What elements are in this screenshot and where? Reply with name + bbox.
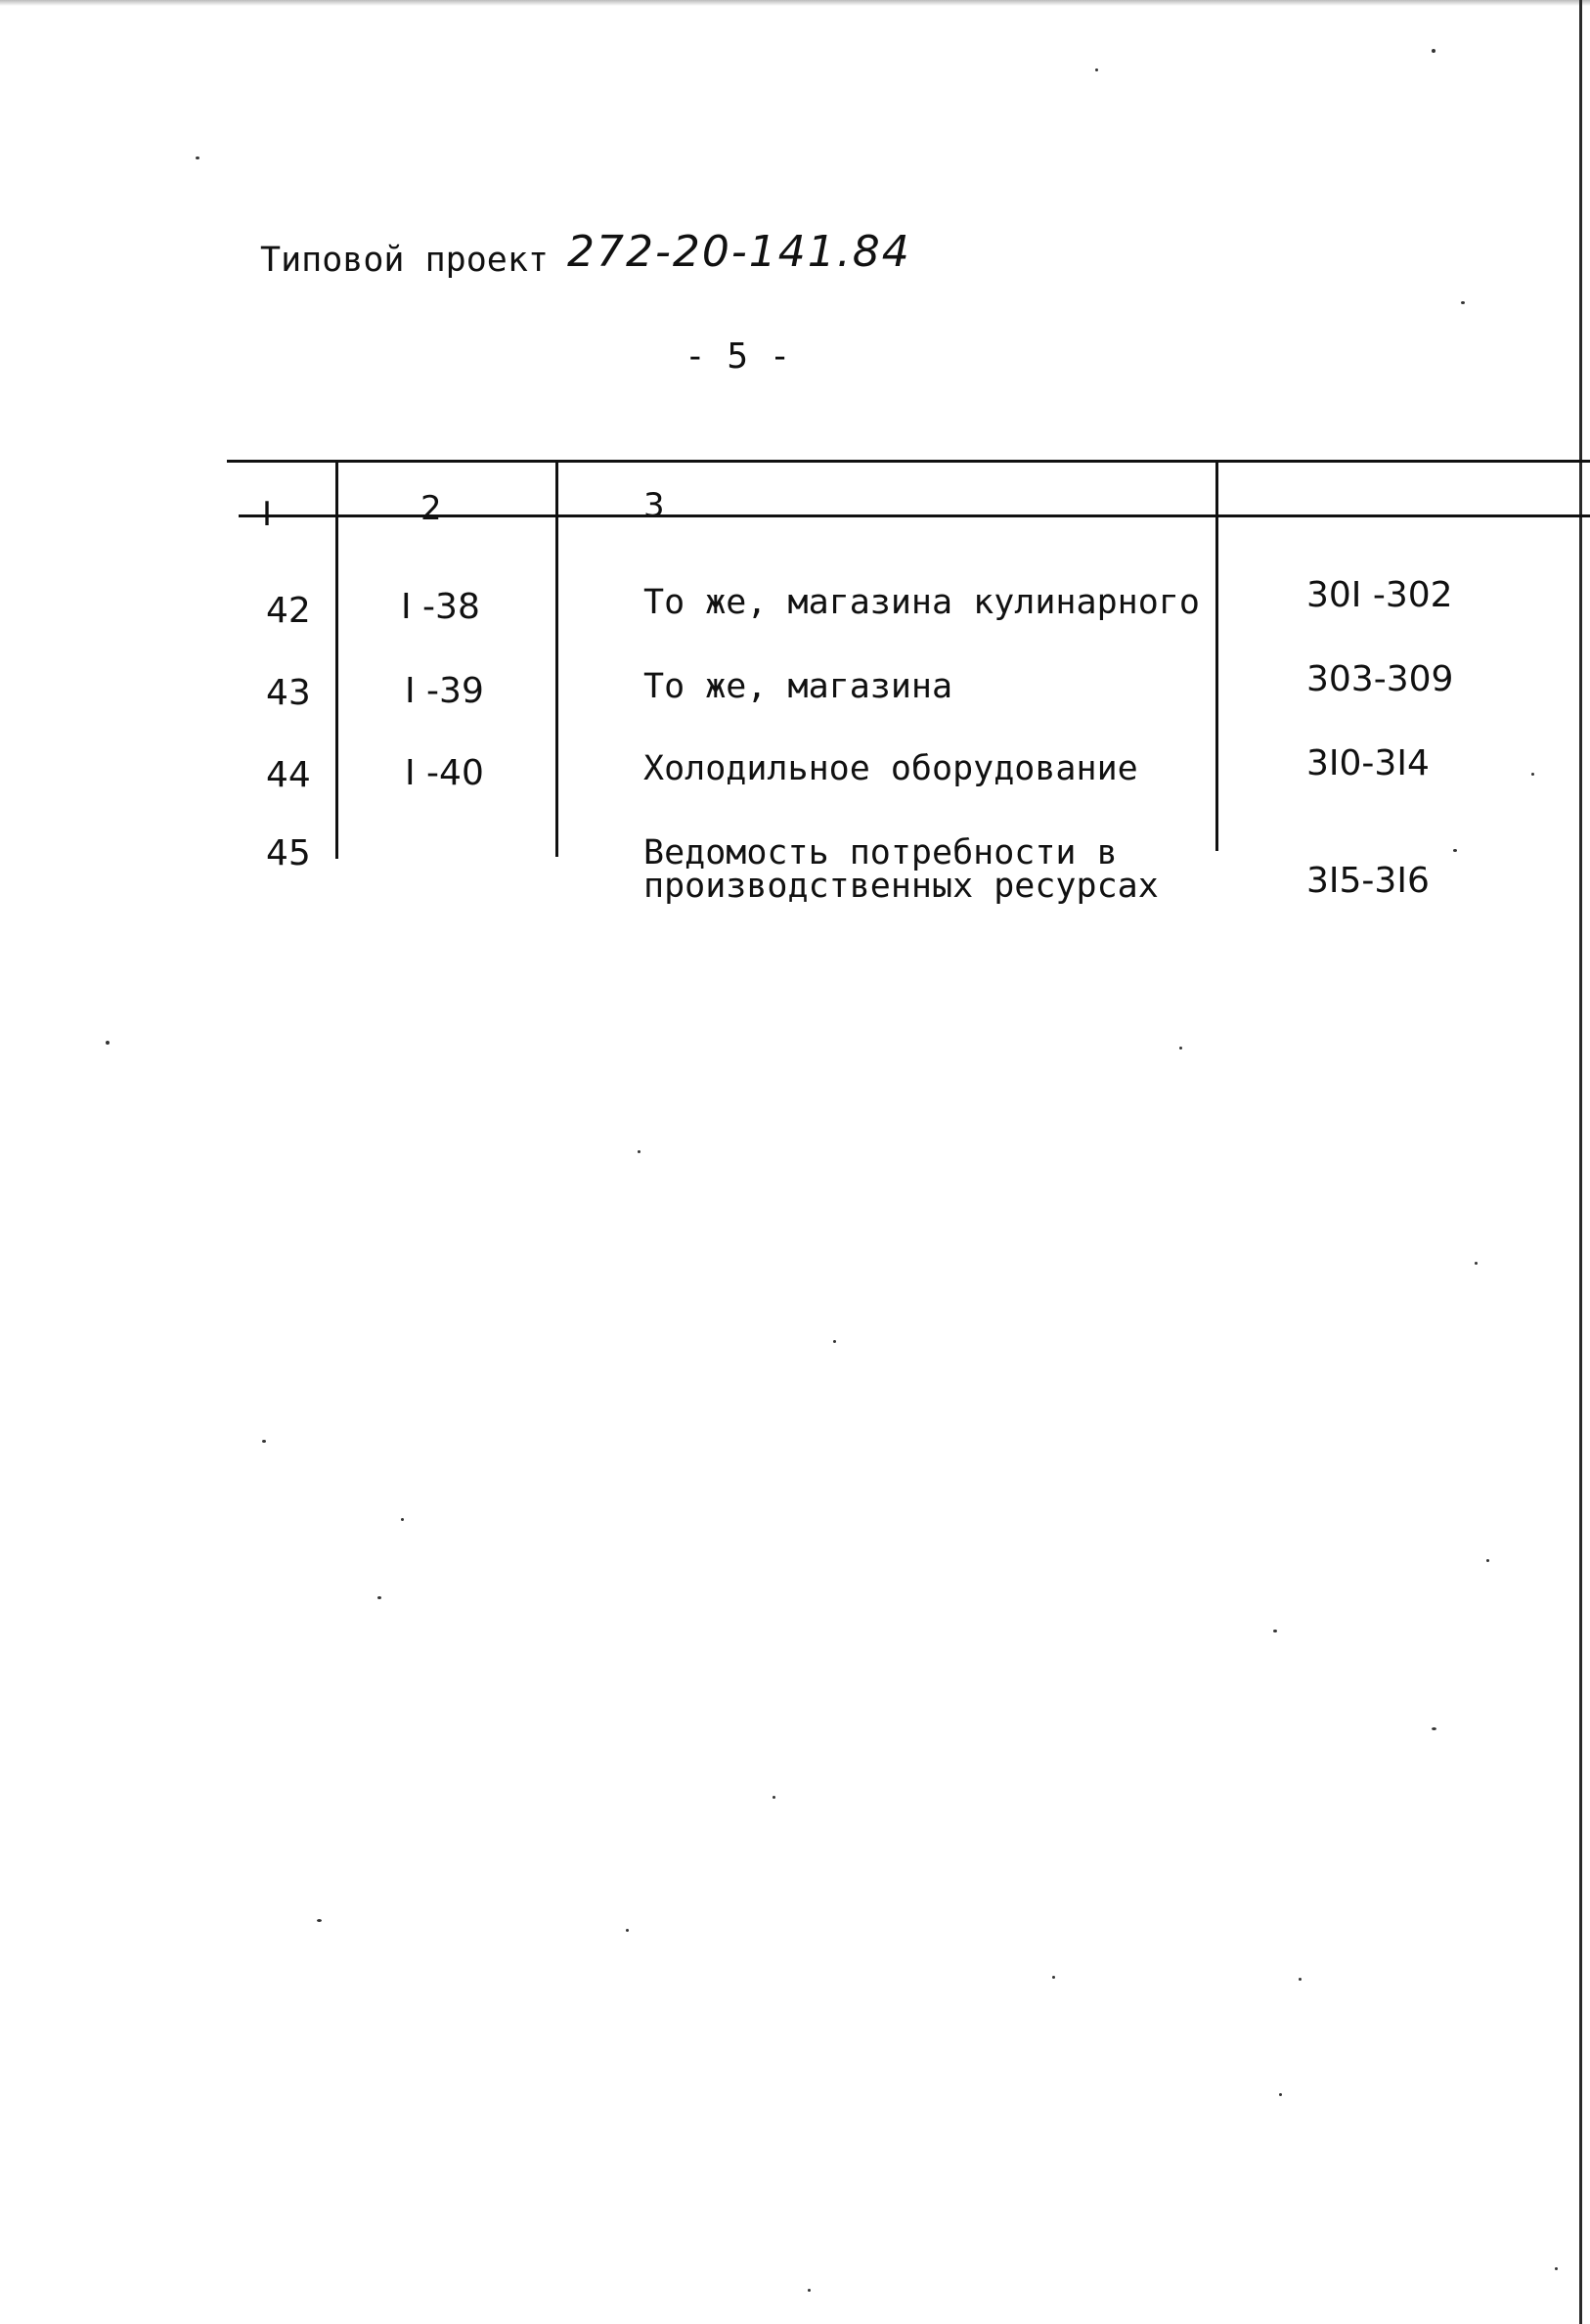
row-number: 42 [266,591,311,631]
column-divider-3 [1215,462,1218,851]
column-divider-1 [335,462,338,859]
row-pages: 30I -302 [1306,575,1453,615]
column-header-3: 3 [643,486,665,525]
row-name: То же, магазина кулинарного [643,583,1200,622]
column-divider-2 [555,462,558,857]
row-code: I -39 [405,671,484,711]
row-pages: 3I5-3I6 [1306,861,1430,901]
document-type-label: Типовой проект [260,241,550,280]
row-name-line-1: Ведомость потребности в [643,833,1118,872]
row-pages: 3I0-3I4 [1306,743,1430,783]
column-header-1: I [262,495,273,534]
row-code: I -38 [401,587,480,627]
row-pages: 303-309 [1306,659,1454,699]
row-code: I -40 [405,753,484,793]
row-name: То же, магазина [643,667,953,706]
row-name: Холодильное оборудование [643,749,1138,788]
page-top-edge [0,0,1590,6]
row-name-line-2: производственных ресурсах [643,867,1159,906]
row-number: 44 [266,755,311,795]
table-top-rule [227,460,1590,463]
page-number: - 5 - [685,336,791,377]
row-number: 45 [266,833,311,873]
project-number: 272-20-141.84 [567,227,911,277]
page-right-edge [1579,0,1582,2324]
column-header-2: 2 [420,489,442,528]
row-number: 43 [266,673,311,713]
